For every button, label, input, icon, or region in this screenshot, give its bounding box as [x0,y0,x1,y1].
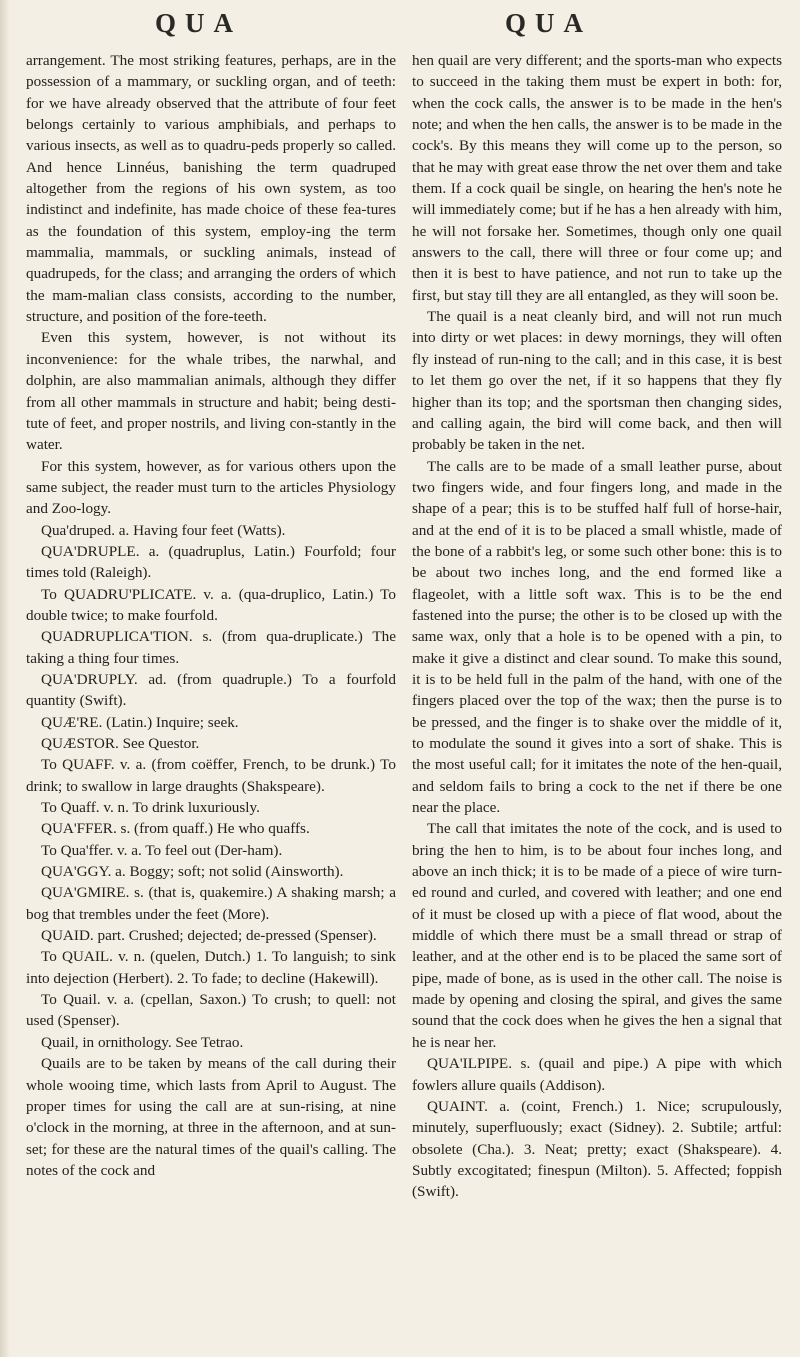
paragraph: The quail is a neat cleanly bird, and will not run much into dirty or wet places: in dewy mornings, they will often fly instead of run-ning to the call; and in this case, it is best to let them go over the net, if it so happens that they fly higher than its top; and the sportsman then changing sides, and calling again, the bird will come back, and then will probably be taken in the net. [412,308,782,454]
paragraph: The calls are to be made of a small leather purse, about two fingers wide, and four fingers long, and made in the shape of a pear; this is to be stuffed half full of horse-hair, and at the end of it is to be placed a small whistle, made of the bone of a rabbit's leg, or some such other bone: this is to be about two inches long, and the end formed like a flageolet, with a little soft wax. This is to be the end fastened into the purse; the other is to be closed up with the same wax, only that a hole is to be opened with a pin, to make it give a distinct and clear sound. To make this sound, it is to be held full in the palm of the hand, with one of the fingers placed over the top of the wax; then the purse is to be pressed, and the finger is to shake over the middle of it, to modulate the sound it gives into a sort of shake. This is the most useful call; for it imitates the note of the hen-quail, and seldom fails to bring a cock to the net if there be one near the place. [412,457,782,817]
page-gutter-shadow [0,0,10,1357]
paragraph: QUA'GGY. a. Boggy; soft; not solid (Ainsworth). [41,863,344,881]
paragraph: Quail, in ornithology. See Tetrao. [41,1033,244,1051]
paragraph: To QUAIL. v. n. (quelen, Dutch.) 1. To languish; to sink into dejection (Herbert). 2. To fade; to decline (Hakewill). [26,948,396,987]
paragraph: The call that imitates the note of the cock, and is used to bring the hen to him, is to be about four inches long, and above an inch thick; it is to be made of a piece of wire turn-ed round and curled, and covered with leather; and one end of it must be closed up with a piece of flat wood, about the middle of which there must be a small thread or strap of leather, and at the other end is to be placed the same sort of pipe, made of bone, as is used in the other call. The noise is made by opening and closing the spiral, and gives the same sound that the cock does when he gives the hen a signal that he is near her. [412,820,782,1051]
paragraph: To Quail. v. a. (cpellan, Saxon.) To crush; to quell: not used (Spenser). [26,991,396,1030]
right-running-head: QUA [505,8,592,38]
paragraph: Quails are to be taken by means of the call during their whole wooing time, which lasts from April to August. The proper times for using the call are at sun-rising, at nine o'clock in the morning, at three in the afternoon, and at sun-set; for these are the natural times of the quail's calling. The notes of the cock and [26,1055,396,1179]
paragraph: QUA'GMIRE. s. (that is, quakemire.) A shaking marsh; a bog that trembles under the feet (More). [26,884,396,923]
paragraph: QUÆ'RE. (Latin.) Inquire; seek. [41,713,239,731]
paragraph: QUAID. part. Crushed; dejected; de-pressed (Spenser). [41,927,377,945]
paragraph: QUAINT. a. (coint, French.) 1. Nice; scrupulously, minutely, superfluously; exact (Sidney). 2. Subtile; artful: obsolete (Cha.). 3. Neat; pretty; exact (Shakspeare). 4. Subtly excogitated; finespun (Milton). 5. Affected; foppish (Swift). [412,1097,782,1201]
right-text-column [412,50,782,1340]
paragraph: To QUADRU'PLICATE. v. a. (qua-druplico, Latin.) To double twice; to make fourfold. [26,585,396,624]
paragraph: To Qua'ffer. v. a. To feel out (Der-ham). [41,841,283,859]
paragraph: Qua'druped. a. Having four feet (Watts). [41,521,286,539]
paragraph: arrangement. The most striking features, perhaps, are in the possession of a mammary, or suckling organ, and of teeth: for we have already observed that the attribute of four feet belongs certainly to various amphibials, and perhaps to various insects, as well as to quadru-peds properly so called. And hence Linnéus, banishing the term quadruped altogether from the regions of his own system, as too indistinct and indefinite, has made choice of these fea-tures as the foundation of this system, employ-ing the term mammalia, mammals, or suckling animals, instead of quadrupeds, for the class; and arranging the orders of which the mam-malian class consists, according to the number, structure, and position of the fore-teeth. [26,52,396,326]
paragraph: QUA'DRUPLY. ad. (from quadruple.) To a fourfold quantity (Swift). [26,670,396,710]
paragraph: QUA'FFER. s. (from quaff.) He who quaffs. [41,820,310,838]
paragraph: QUÆSTOR. See Questor. [41,735,200,752]
paragraph: QUA'DRUPLE. a. (quadruplus, Latin.) Fourfold; four times told (Raleigh). [26,542,396,582]
paragraph: To Quaff. v. n. To drink luxuriously. [41,799,260,817]
paragraph: QUADRUPLICA'TION. s. (from qua-druplicate.) The taking a thing four times. [26,628,396,667]
paragraph: QUA'ILPIPE. s. (quail and pipe.) A pipe with which fowlers allure quails (Addison). [412,1055,782,1094]
left-running-head: QUA [155,8,242,38]
paragraph: For this system, however, as for various others upon the same subject, the reader must turn to the articles Physiology and Zoo-logy. [26,457,396,518]
running-header [0,8,800,52]
paragraph: Even this system, however, is not without its inconvenience: for the whale tribes, the narwhal, and dolphin, are also mammalian animals, although they differ from all other mammals in structure and habit; being desti-tute of feet, and proper nostrils, and living con-stantly in the water. [26,329,396,454]
paragraph: To QUAFF. v. a. (from coëffer, French, to be drunk.) To drink; to swallow in large draughts (Shakspeare). [26,756,396,795]
left-text-column [26,50,396,1340]
paragraph: hen quail are very different; and the sports-man who expects to succeed in the taking them must be expert in both: for, when the cock calls, the answer is to be made in the hen's note; and when the hen calls, the answer is to be made in the cock's. By this means they will come up to the person, so that he may with great ease throw the net over them and take them. If a cock quail be single, on hearing the hen's note he will immediately come; but if he has a hen already with him, he will not forsake her. Sometimes, though only one quail answers to the call, there will three or four come up; and then it is best to have patience, and not run to take up the first, but stay till they are all entangled, as they will soon be. [412,52,782,304]
